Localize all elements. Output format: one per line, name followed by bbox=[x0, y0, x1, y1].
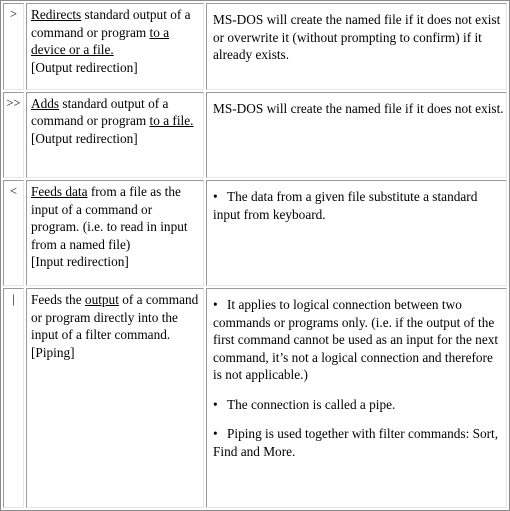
function-text: standard output of a command or program bbox=[31, 7, 191, 40]
bullet-text: The data from a given file substitute a standard input from keyboard. bbox=[213, 189, 478, 222]
symbol-cell: > bbox=[3, 3, 24, 90]
target-text: to a device or a file. bbox=[31, 24, 170, 57]
table-row bbox=[3, 288, 507, 508]
function-cell bbox=[26, 3, 204, 90]
note-cell bbox=[206, 180, 507, 286]
bullet-text: Piping is used together with filter commands: Sort, Find and More. bbox=[213, 426, 499, 459]
function-text: from a file as the input of a command or program. (i.e. to read in input from a named file) bbox=[31, 184, 188, 252]
redirection-label: [Piping] bbox=[31, 344, 75, 360]
bullet-icon: • bbox=[213, 297, 218, 313]
bullet-text: It applies to logical connection between two commands or programs only. (i.e. if the output of the first command cannot be used as an input for the next command, it’s not a logical connection and therefore is not applicable.) bbox=[213, 297, 499, 383]
keyword: Adds bbox=[31, 95, 60, 111]
table-row bbox=[3, 92, 507, 179]
target-text: to a file. bbox=[149, 113, 194, 129]
redirection-label: [Input redirection] bbox=[31, 254, 129, 270]
redirection-label: [Output redirection] bbox=[31, 59, 138, 75]
bullet-item bbox=[213, 425, 504, 460]
bullet-item bbox=[213, 188, 504, 223]
function-text: Feeds the bbox=[31, 292, 85, 308]
keyword: output bbox=[84, 292, 119, 308]
keyword: Feeds data bbox=[31, 184, 88, 200]
symbol-cell: >> bbox=[3, 92, 24, 179]
bullet-item bbox=[213, 396, 504, 414]
note-cell: MS-DOS will create the named file if it does not exist. bbox=[206, 92, 507, 179]
bullet-text: The connection is called a pipe. bbox=[227, 396, 396, 412]
bullet-icon: • bbox=[213, 426, 218, 442]
function-text: of a command or program directly into the input of a filter command. bbox=[31, 292, 199, 343]
table-row bbox=[3, 180, 507, 286]
function-cell bbox=[26, 92, 204, 179]
bullet-icon: • bbox=[213, 189, 218, 205]
symbol-cell: | bbox=[3, 288, 24, 508]
function-text: standard output of a command or program bbox=[31, 95, 169, 129]
function-cell bbox=[26, 288, 204, 508]
redirection-label: [Output redirection] bbox=[31, 130, 138, 146]
table-row bbox=[3, 3, 507, 90]
function-cell bbox=[26, 180, 204, 286]
symbol-cell: < bbox=[3, 180, 24, 286]
note-cell: MS-DOS will create the named file if it does not exist or overwrite it (without prompting to confirm) if it already exists. bbox=[206, 3, 507, 90]
bullet-icon: • bbox=[213, 396, 218, 412]
note-cell bbox=[206, 288, 507, 508]
bullet-item bbox=[213, 296, 504, 384]
keyword: Redirects bbox=[31, 7, 82, 22]
